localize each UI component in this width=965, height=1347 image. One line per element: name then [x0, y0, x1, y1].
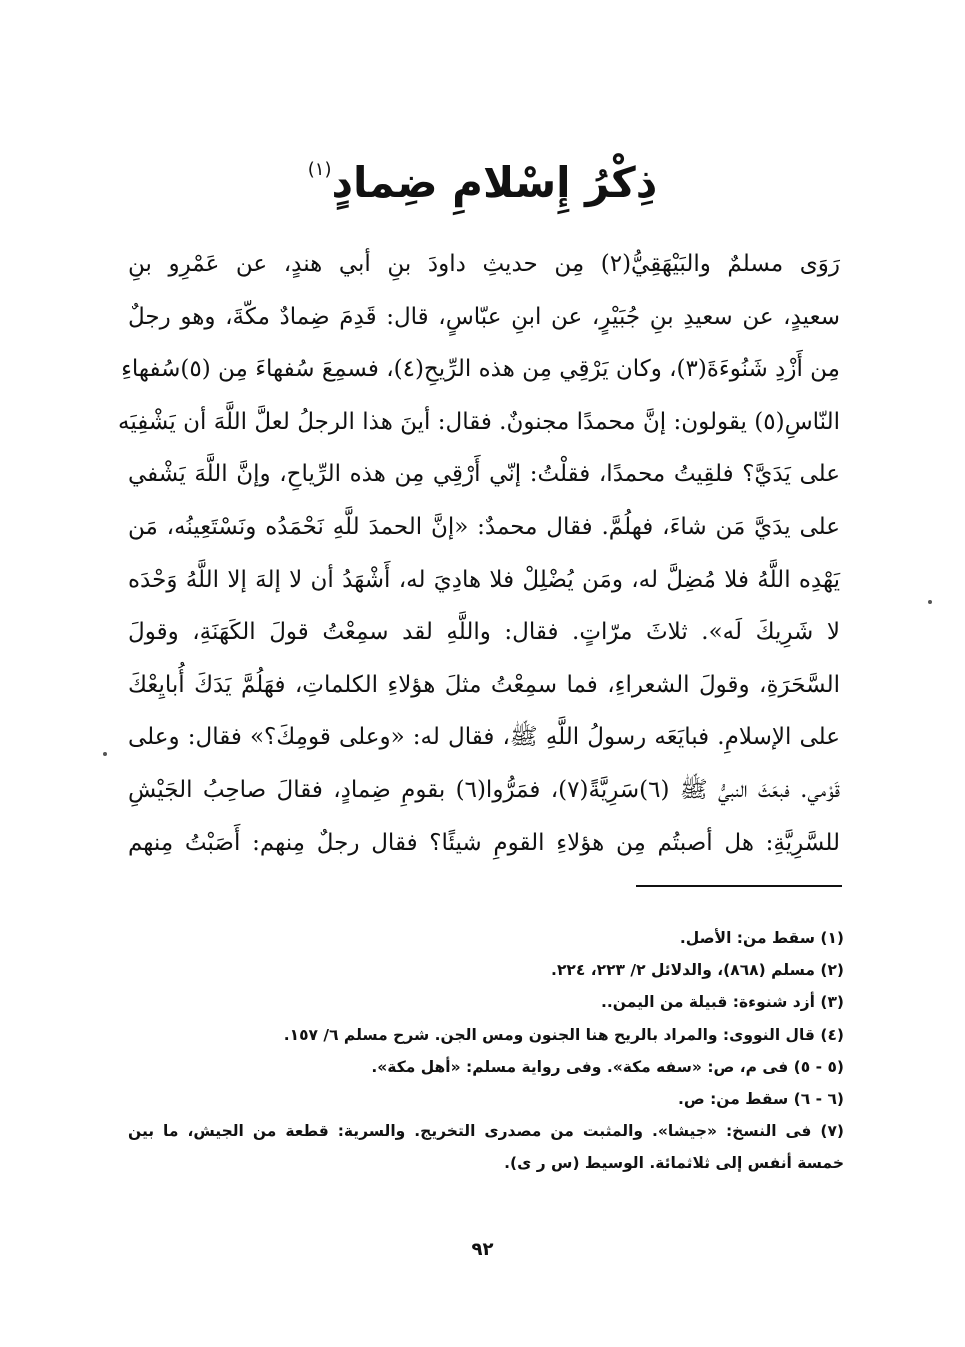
footnotes	[128, 922, 844, 1180]
footnote-separator	[636, 885, 842, 887]
text-line: للسَّرِيَّةِ: هل أصبتُم مِن هؤلاءِ القومِ شيئًا؟ فقال رجلٌ مِنهم: أَصَبْتُ مِنهم	[128, 829, 840, 856]
text-line: رَوَى مسلمٌ والبَيْهَقِيُّ(٢) مِن حديثِ داودَ بنِ أبي هندٍ، عن عَمْرِو بنِ	[128, 251, 840, 277]
footnote: (٧) فى النسخ: «جيشا». والمثبت من مصدرى التخريج. والسرية: قطعة من الجيش، ما بين خمسة أنفس إلى ثلاثمائة. الوسيط (س ر ى).	[128, 1122, 844, 1173]
scan-speck	[928, 600, 932, 604]
text-line: على الإسلامِ. فبايَعَه رسولُ اللَّهِ ﷺ، فقال له: «وعلى قومِكَ؟» فقال: وعلى	[128, 724, 840, 751]
footnote: (٢) مسلم (٨٦٨)، والدلائل ٢/ ٢٢٣، ٢٢٤.	[551, 961, 844, 980]
text-line: على يدَيَّ مَن شاءَ، فهلُمَّ. فقال محمدٌ: «إنَّ الحمدَ للَّهِ نَحْمَدُه ونَسْتَعِينُه، مَن	[128, 513, 840, 540]
page-number: ٩٢	[471, 1239, 494, 1260]
text-line: السَّحَرَةِ، وقولَ الشعراءِ، فما سمِعْتُ مثلَ هؤلاءِ الكلماتِ، فهَلُمَّ يَدَكَ أُبايِعْكَ	[128, 671, 840, 698]
text-line: النّاسِ(٥) يقولون: إنَّ محمدًا مجنونٌ. فقال: أينَ هذا الرجلُ لعلَّ اللَّهَ أن يَشْفِيَه	[117, 408, 840, 435]
text-line: لا شَرِيكَ لَه». ثلاثَ مرّاتٍ. فقال: واللَّهِ لقد سمِعْتُ قولَ الكَهَنَةِ، وقولَ	[128, 619, 840, 646]
footnote: (٤) قال النووى: والمراد بالريح هنا الجنون ومس الجن. شرح مسلم ٦/ ١٥٧.	[283, 1025, 844, 1044]
scan-speck	[103, 752, 107, 756]
text-line: مِن أَزْدِ شَنُوءَةَ(٣)، وكان يَرْقِي مِن هذه الرِّيحِ(٤)، فسمِعَ سُفهاءَ مِن (٥)سُفهاءِ	[121, 356, 840, 383]
footnote: (٦ - ٦) سقط من: ص.	[677, 1090, 844, 1109]
title-footnote-ref: (١)	[307, 159, 332, 180]
title-text: ذِكْرُ إِسْلامِ ضِمادٍ	[331, 158, 658, 207]
page-title	[0, 140, 965, 213]
main-text	[117, 238, 840, 869]
footnote: (٥ - ٥) فى م، ص: «سفه مكة». وفى رواية مسلم: «أهل مكة».	[371, 1057, 844, 1076]
text-line: يَهْدِه اللَّهُ فلا مُضِلَّ له، ومَن يُضْلِلْ فلا هادِيَ له، أَشْهَدُ أن لا إلهَ إلا اللَّهُ وَحْدَه	[128, 566, 840, 593]
text-line: على يَدَيَّ؟ فلقِيتُ محمدًا، فقلْتُ: إنّي أَرْقِي مِن هذه الرِّياحِ، وإنَّ اللَّهَ يَشْفي	[128, 461, 840, 488]
footnote: (٣) أزد شنوءة: قبيلة من اليمن..	[600, 993, 844, 1012]
footnote: (١) سقط من: الأصل.	[679, 929, 844, 947]
text-line: سعيدٍ، عن سعيدِ بنِ جُبَيْرٍ، عن ابنِ عبّاسٍ، قال: قَدِمَ ضِمادٌ مكّةَ، وهو رجلٌ	[128, 303, 840, 330]
text-line: قَوْمي. فبعَثَ النبيُّ ﷺ (٦)سَرِيَّةً(٧)، فمَرُّوا(٦) بقومِ ضِمادٍ، فقالَ صاحِبُ الجَيْشِ	[128, 776, 840, 803]
